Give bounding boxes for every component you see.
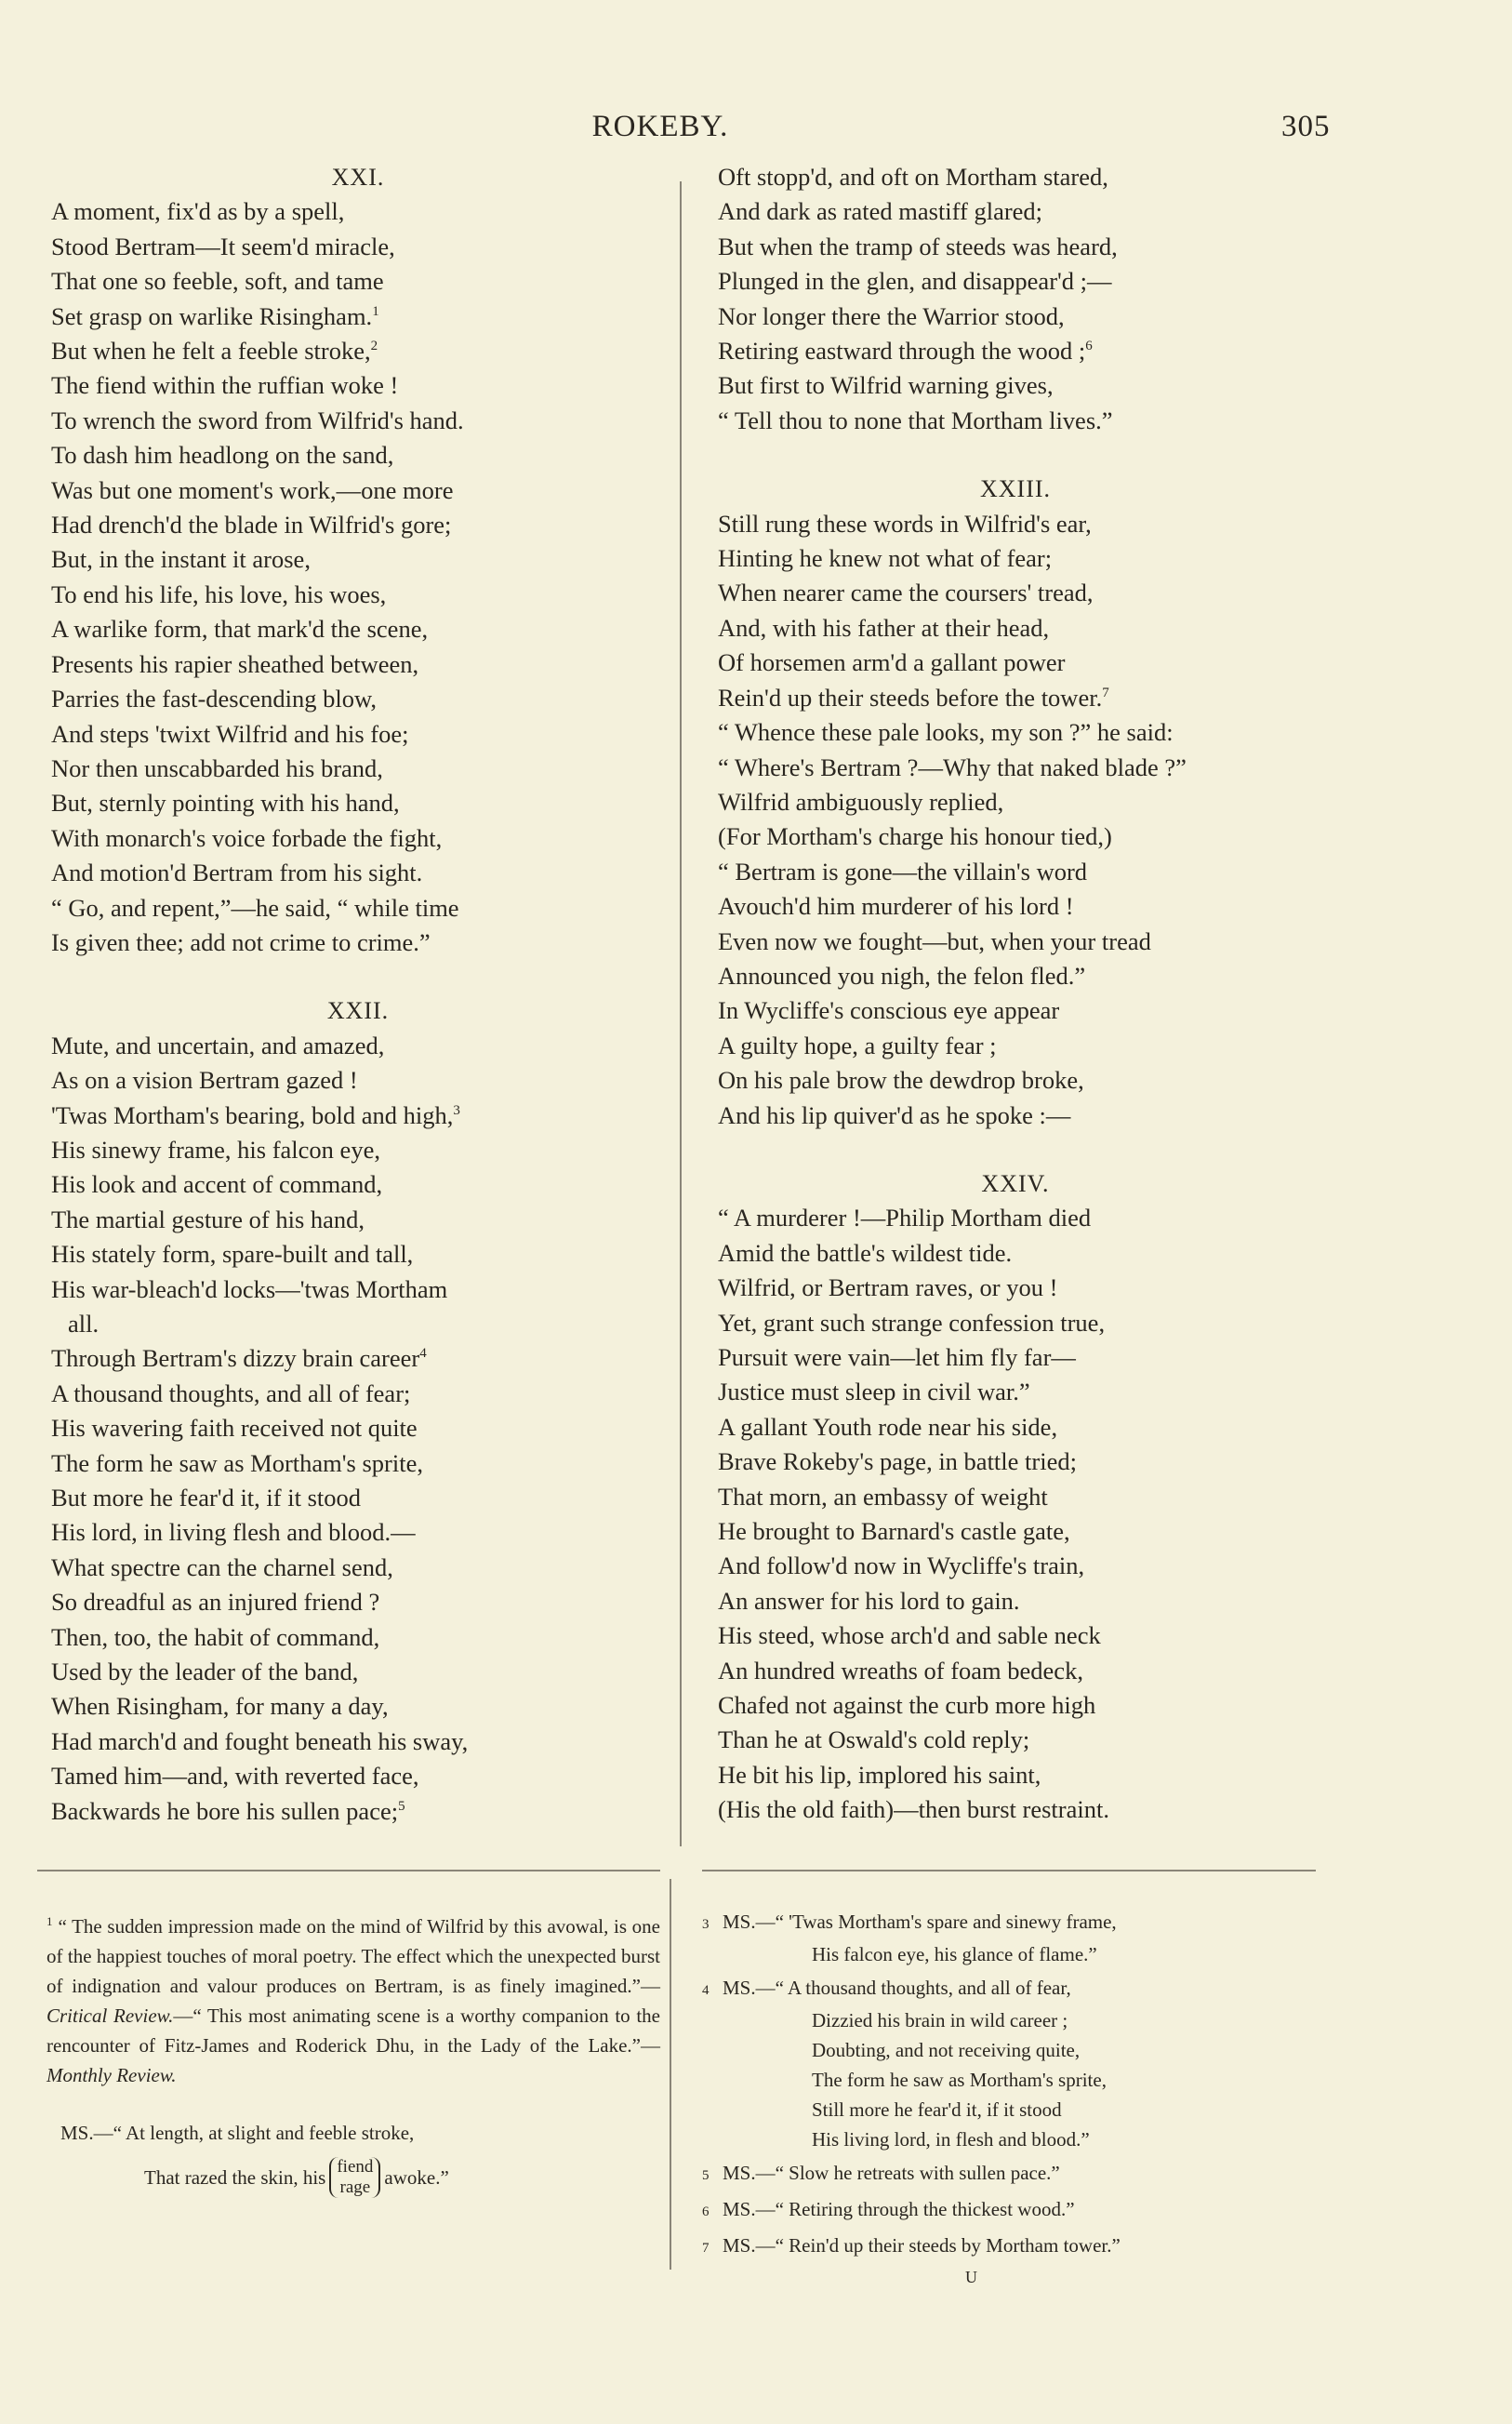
verse-text: Chafed not against the curb more high <box>718 1691 1096 1720</box>
footnote-ref: 6 <box>1085 339 1093 354</box>
verse-text: (His the old faith)—then burst restraint. <box>718 1795 1109 1824</box>
verse-line <box>718 1375 1313 1409</box>
verse-line <box>718 1584 1313 1618</box>
verse-line <box>718 300 1313 334</box>
verse-text: Nor then unscabbarded his brand, <box>51 753 383 782</box>
verse-text: Tamed him—and, with reverted face, <box>51 1762 419 1791</box>
verse-text: He bit his lip, implored his saint, <box>718 1760 1041 1789</box>
verse-text: Plunged in the glen, and disappear'd ;— <box>718 267 1112 296</box>
footnote-line <box>702 2158 1316 2191</box>
verse-line <box>718 889 1313 924</box>
verse-line <box>51 1341 665 1376</box>
verse-line <box>51 194 665 229</box>
verse-text: When nearer came the coursers' tread, <box>718 579 1094 607</box>
verse-line <box>718 1063 1313 1098</box>
verse-line <box>51 1794 665 1829</box>
verse-line <box>51 1585 665 1619</box>
footnote-source: Monthly Review. <box>46 2064 177 2086</box>
verse-text: Used by the leader of the band, <box>51 1658 359 1686</box>
verse-text: And motion'd Bertram from his sight. <box>51 859 423 887</box>
footnote-source: Critical Review. <box>46 2004 174 2027</box>
verse-text: His look and accent of command, <box>51 1170 383 1199</box>
footnote-text: —“ This most animating scene is a worthy companion to the rencounter of Fitz-James and Roderick Dhu, in the Lady of the Lake.”— <box>46 2004 660 2057</box>
verse-line <box>51 1203 665 1237</box>
footnote-line: His falcon eye, his glance of flame.” <box>812 1943 1097 1965</box>
verse-text: A moment, fix'd as by a spell, <box>51 197 345 226</box>
verse-text: But when he felt a feeble stroke, <box>51 337 371 366</box>
verse-text: Is given thee; add not crime to crime.” <box>51 927 431 956</box>
footnote-item <box>702 1907 1316 1969</box>
verse-text: An hundred wreaths of foam bedeck, <box>718 1656 1083 1685</box>
verse-text: “ A murderer !—Philip Mortham died <box>718 1204 1092 1232</box>
verse-line <box>718 1236 1313 1271</box>
verse-line <box>51 647 665 682</box>
footnote-text: “ The sudden impression made on the mind of Wilfrid by this avowal, is one of the happiest touches of moral poetry. The effect which the unexpected burst of indignation and valour produces on Bertram, is as finely imagined.”— <box>46 1915 660 1997</box>
verse-line <box>51 1411 665 1445</box>
verse-text: “ Whence these pale looks, my son ?” he said: <box>718 718 1174 747</box>
footnote-line <box>702 2231 1316 2263</box>
verse-line <box>718 1271 1313 1305</box>
verse-line <box>718 1688 1313 1723</box>
verse-text: Mute, and uncertain, and amazed, <box>51 1031 385 1059</box>
verse-line <box>51 230 665 264</box>
verse-line <box>718 751 1313 785</box>
verse-text: And his lip quiver'd as he spoke :— <box>718 1100 1071 1129</box>
verse-text: Wilfrid ambiguously replied, <box>718 787 1004 816</box>
footnote-text: MS.—“ A thousand thoughts, and all of fear, <box>723 1977 1071 1999</box>
variant-b: rage <box>339 2178 371 2197</box>
verse-line <box>51 1029 665 1063</box>
footnote-text: MS.—“ Slow he retreats with sullen pace.” <box>723 2162 1060 2184</box>
verse-line <box>51 752 665 786</box>
verse-line <box>718 1723 1313 1757</box>
verse-text: But more he fear'd it, if it stood <box>51 1484 362 1512</box>
verse-text: Still rung these words in Wilfrid's ear, <box>718 509 1092 538</box>
verse-line <box>51 334 665 368</box>
verse-text: Wilfrid, or Bertram raves, or you ! <box>718 1273 1058 1302</box>
verse-text: In Wycliffe's conscious eye appear <box>718 996 1060 1025</box>
variant-brace <box>329 2157 380 2198</box>
verse-line <box>51 1133 665 1167</box>
footnote-line: MS.—“ At length, at slight and feeble stroke, <box>60 2122 415 2144</box>
verse-line <box>51 856 665 890</box>
verse-line <box>51 473 665 508</box>
verse-line <box>51 508 665 542</box>
verse-line <box>718 1410 1313 1445</box>
verse-text: A warlike form, that mark'd the scene, <box>51 615 429 644</box>
footnote-item <box>702 2231 1316 2263</box>
verse-line <box>718 264 1313 299</box>
verse-line <box>718 1758 1313 1792</box>
footnote-ref: 4 <box>419 1346 427 1362</box>
verse-text: But first to Wilfrid warning gives, <box>718 371 1054 400</box>
footnote-line: His living lord, in flesh and blood.” <box>812 2128 1090 2151</box>
verse-text: Amid the battle's wildest tide. <box>718 1238 1013 1267</box>
verse-line <box>718 541 1313 576</box>
verse-line <box>51 1620 665 1655</box>
verse-line <box>51 1237 665 1272</box>
verse-text: Was but one moment's work,—one more <box>51 475 454 504</box>
verse-line <box>718 1306 1313 1340</box>
footnote-ref: 7 <box>1102 685 1109 700</box>
verse-line <box>51 578 665 612</box>
verse-line <box>718 681 1313 715</box>
page-number: 305 <box>1281 110 1331 143</box>
verse-text: An answer for his lord to gain. <box>718 1586 1020 1615</box>
footnote-number: 4 <box>702 1983 710 1998</box>
verse-text: “ Where's Bertram ?—Why that naked blade ?” <box>718 753 1187 781</box>
footnote-rule-left <box>37 1870 660 1871</box>
verse-text: Avouch'd him murderer of his lord ! <box>718 892 1074 921</box>
verse-text: Stood Bertram—It seem'd miracle, <box>51 232 395 260</box>
verse-text: Had march'd and fought beneath his sway, <box>51 1726 469 1755</box>
verse-line <box>51 1167 665 1202</box>
verse-text: His steed, whose arch'd and sable neck <box>718 1621 1101 1650</box>
verse-line <box>718 785 1313 819</box>
verse-text: 'Twas Mortham's bearing, bold and high, <box>51 1100 454 1129</box>
footnote-line: awoke.” <box>384 2166 449 2189</box>
verse-text: Even now we fought—but, when your tread <box>718 926 1151 955</box>
footnote-ref: 5 <box>398 1798 405 1814</box>
left-column <box>51 160 665 1829</box>
verse-line <box>51 821 665 856</box>
verse-line <box>51 1446 665 1481</box>
verse-text: As on a vision Bertram gazed ! <box>51 1066 358 1095</box>
footnote-number: 7 <box>702 2241 710 2256</box>
verse-line <box>51 1515 665 1550</box>
verse-line <box>718 1340 1313 1375</box>
verse-line <box>51 1551 665 1585</box>
verse-line <box>51 786 665 820</box>
verse-line <box>51 1377 665 1411</box>
verse-text: The martial gesture of his hand, <box>51 1205 365 1233</box>
footnote-line: Still more he fear'd it, if it stood <box>812 2098 1062 2121</box>
verse-line <box>718 1201 1313 1235</box>
stanza-heading: XXII. <box>326 997 390 1025</box>
verse-line <box>718 646 1313 680</box>
verse-text: And dark as rated mastiff glared; <box>718 197 1043 226</box>
footnotes-left <box>46 1907 660 2198</box>
footnote-text: MS.—“ Rein'd up their steeds by Mortham tower.” <box>723 2234 1121 2257</box>
right-column <box>718 160 1313 1828</box>
verse-text: With monarch's voice forbade the fight, <box>51 823 443 852</box>
verse-line <box>718 334 1313 368</box>
verse-line <box>718 1514 1313 1549</box>
verse-line <box>718 230 1313 264</box>
footnote-ref: 1 <box>372 303 379 319</box>
verse-text: He brought to Barnard's castle gate, <box>718 1517 1070 1546</box>
verse-text: “ Bertram is gone—the villain's word <box>718 857 1088 886</box>
footnote-item <box>702 1973 1316 2154</box>
footnote-number: 1 <box>46 1914 53 1928</box>
verse-text: Pursuit were vain—let him fly far— <box>718 1343 1076 1371</box>
footnote-line <box>702 1973 1316 2005</box>
footnote-line: Doubting, and not receiving quite, <box>812 2039 1081 2061</box>
signature-mark: U <box>965 2268 977 2286</box>
verse-line <box>718 993 1313 1028</box>
verse-line <box>718 507 1313 541</box>
verse-line <box>718 1549 1313 1583</box>
verse-text: His wavering faith received not quite <box>51 1414 418 1443</box>
verse-line <box>51 404 665 438</box>
verse-line <box>718 404 1313 438</box>
verse-line <box>718 1029 1313 1063</box>
verse-text: Rein'd up their steeds before the tower. <box>718 683 1103 712</box>
footnote-item <box>702 2194 1316 2227</box>
verse-text: Yet, grant such strange confession true, <box>718 1308 1106 1337</box>
footnote-rule-right <box>702 1870 1316 1871</box>
verse-text: Presents his rapier sheathed between, <box>51 649 419 678</box>
verse-line <box>51 1272 665 1307</box>
verse-line <box>51 300 665 334</box>
verse-text: Through Bertram's dizzy brain career <box>51 1344 420 1373</box>
verse-text: The fiend within the ruffian woke ! <box>51 371 399 400</box>
verse-text: His stately form, spare-built and tall, <box>51 1240 414 1269</box>
verse-text: Brave Rokeby's page, in battle tried; <box>718 1447 1077 1476</box>
verse-text: His war-bleach'd locks—'twas Mortham <box>51 1274 448 1303</box>
verse-line <box>718 819 1313 854</box>
verse-text: His lord, in living flesh and blood.— <box>51 1518 416 1547</box>
verse-text: A thousand thoughts, and all of fear; <box>51 1378 411 1407</box>
verse-line <box>51 717 665 752</box>
verse-line <box>718 1618 1313 1653</box>
verse-text: Then, too, the habit of command, <box>51 1622 380 1651</box>
verse-text: Justice must sleep in civil war.” <box>718 1378 1030 1406</box>
verse-text: “ Tell thou to none that Mortham lives.” <box>718 406 1113 434</box>
verse-text: And, with his father at their head, <box>718 613 1050 642</box>
verse-text: The form he saw as Mortham's sprite, <box>51 1448 423 1477</box>
verse-text: “ Go, and repent,”—he said, “ while time <box>51 893 459 922</box>
footnote-number: 5 <box>702 2168 710 2183</box>
footnote-line <box>702 1907 1316 1939</box>
verse-text: To dash him headlong on the sand, <box>51 441 394 470</box>
verse-line <box>718 925 1313 959</box>
verse-text: Hinting he knew not what of fear; <box>718 544 1053 573</box>
verse-text: Retiring eastward through the wood ; <box>718 337 1086 366</box>
footnotes-right-wrap <box>702 1907 1316 2287</box>
stanza-heading: XXI. <box>331 164 385 191</box>
verse-line <box>718 855 1313 889</box>
verse-text: all. <box>68 1310 99 1338</box>
verse-line <box>51 1759 665 1793</box>
verse-line <box>718 194 1313 229</box>
footnote-line <box>702 2194 1316 2227</box>
verse-line <box>51 682 665 716</box>
verse-text: Than he at Oswald's cold reply; <box>718 1725 1030 1754</box>
variant-a: fiend <box>337 2157 374 2177</box>
verse-text: Of horsemen arm'd a gallant power <box>718 648 1066 677</box>
footnote-ref: 2 <box>370 339 378 354</box>
verse-text: To end his life, his love, his woes, <box>51 579 387 608</box>
footnote-item <box>702 2158 1316 2191</box>
verse-line <box>718 611 1313 646</box>
verse-text: Set grasp on warlike Risingham. <box>51 301 373 330</box>
verse-line <box>51 264 665 299</box>
footnote-line: Dizzied his brain in wild career ; <box>812 2009 1068 2031</box>
verse-text: And follow'd now in Wycliffe's train, <box>718 1552 1085 1580</box>
verse-line <box>51 612 665 646</box>
verse-line <box>718 368 1313 403</box>
verse-text: That morn, an embassy of weight <box>718 1482 1048 1511</box>
verse-line <box>51 926 665 960</box>
verse-line <box>718 1654 1313 1688</box>
verse-line <box>51 1655 665 1689</box>
verse-line <box>51 1307 665 1341</box>
verse-text: Nor longer there the Warrior stood, <box>718 301 1065 330</box>
verse-text: When Risingham, for many a day, <box>51 1692 389 1721</box>
verse-text: A guilty hope, a guilty fear ; <box>718 1031 997 1059</box>
verse-line <box>51 368 665 403</box>
verse-line <box>718 576 1313 610</box>
footnote-line: The form he saw as Mortham's sprite, <box>812 2069 1107 2091</box>
verse-text: So dreadful as an injured friend ? <box>51 1588 380 1617</box>
verse-line <box>718 1099 1313 1133</box>
verse-line <box>718 1792 1313 1827</box>
footnote-line: That razed the skin, his <box>144 2166 326 2189</box>
footnote-text: MS.—“ 'Twas Mortham's spare and sinewy frame, <box>723 1911 1117 1933</box>
verse-text: But when the tramp of steeds was heard, <box>718 232 1118 260</box>
verse-text: Parries the fast-descending blow, <box>51 685 378 713</box>
verse-line <box>51 1689 665 1724</box>
verse-text: Had drench'd the blade in Wilfrid's gore; <box>51 511 452 539</box>
verse-text: (For Mortham's charge his honour tied,) <box>718 822 1112 851</box>
verse-line <box>718 160 1313 194</box>
verse-text: But, in the instant it arose, <box>51 545 311 574</box>
verse-text: That one so feeble, soft, and tame <box>51 267 384 296</box>
verse-text: Oft stopp'd, and oft on Mortham stared, <box>718 163 1108 191</box>
verse-text: Backwards he bore his sullen pace; <box>51 1796 399 1825</box>
verse-text: To wrench the sword from Wilfrid's hand. <box>51 406 464 434</box>
verse-text: What spectre can the charnel send, <box>51 1552 393 1581</box>
verse-text: A gallant Youth rode near his side, <box>718 1412 1058 1441</box>
footnote-2 <box>46 2118 660 2198</box>
footnotes-right <box>702 1907 1316 2263</box>
verse-line <box>718 1445 1313 1479</box>
verse-line <box>51 1725 665 1759</box>
verse-line <box>51 1481 665 1515</box>
verse-text: But, sternly pointing with his hand, <box>51 789 400 818</box>
verse-line <box>51 1099 665 1133</box>
verse-line <box>718 715 1313 750</box>
verse-text: And steps 'twixt Wilfrid and his foe; <box>51 719 409 748</box>
stanza-heading: XXIV. <box>981 1169 1050 1197</box>
footnote-text: MS.—“ Retiring through the thickest wood.” <box>723 2198 1075 2220</box>
stanza-heading: XXIII. <box>979 475 1052 503</box>
running-title: ROKEBY. <box>591 110 729 143</box>
verse-text: On his pale brow the dewdrop broke, <box>718 1066 1084 1095</box>
verse-line <box>718 959 1313 993</box>
verse-line <box>718 1480 1313 1514</box>
verse-text: His sinewy frame, his falcon eye, <box>51 1135 380 1164</box>
verse-line <box>51 1063 665 1098</box>
column-divider <box>680 181 682 1846</box>
verse-line <box>51 891 665 926</box>
footnote-number: 6 <box>702 2204 710 2219</box>
verse-text: Announced you nigh, the felon fled.” <box>718 961 1086 990</box>
footnote-1 <box>46 1907 660 2090</box>
verse-line <box>51 542 665 577</box>
footnote-divider <box>670 1879 671 2270</box>
footnote-ref: 3 <box>453 1102 460 1118</box>
footnote-number: 3 <box>702 1917 710 1932</box>
verse-line <box>51 438 665 473</box>
